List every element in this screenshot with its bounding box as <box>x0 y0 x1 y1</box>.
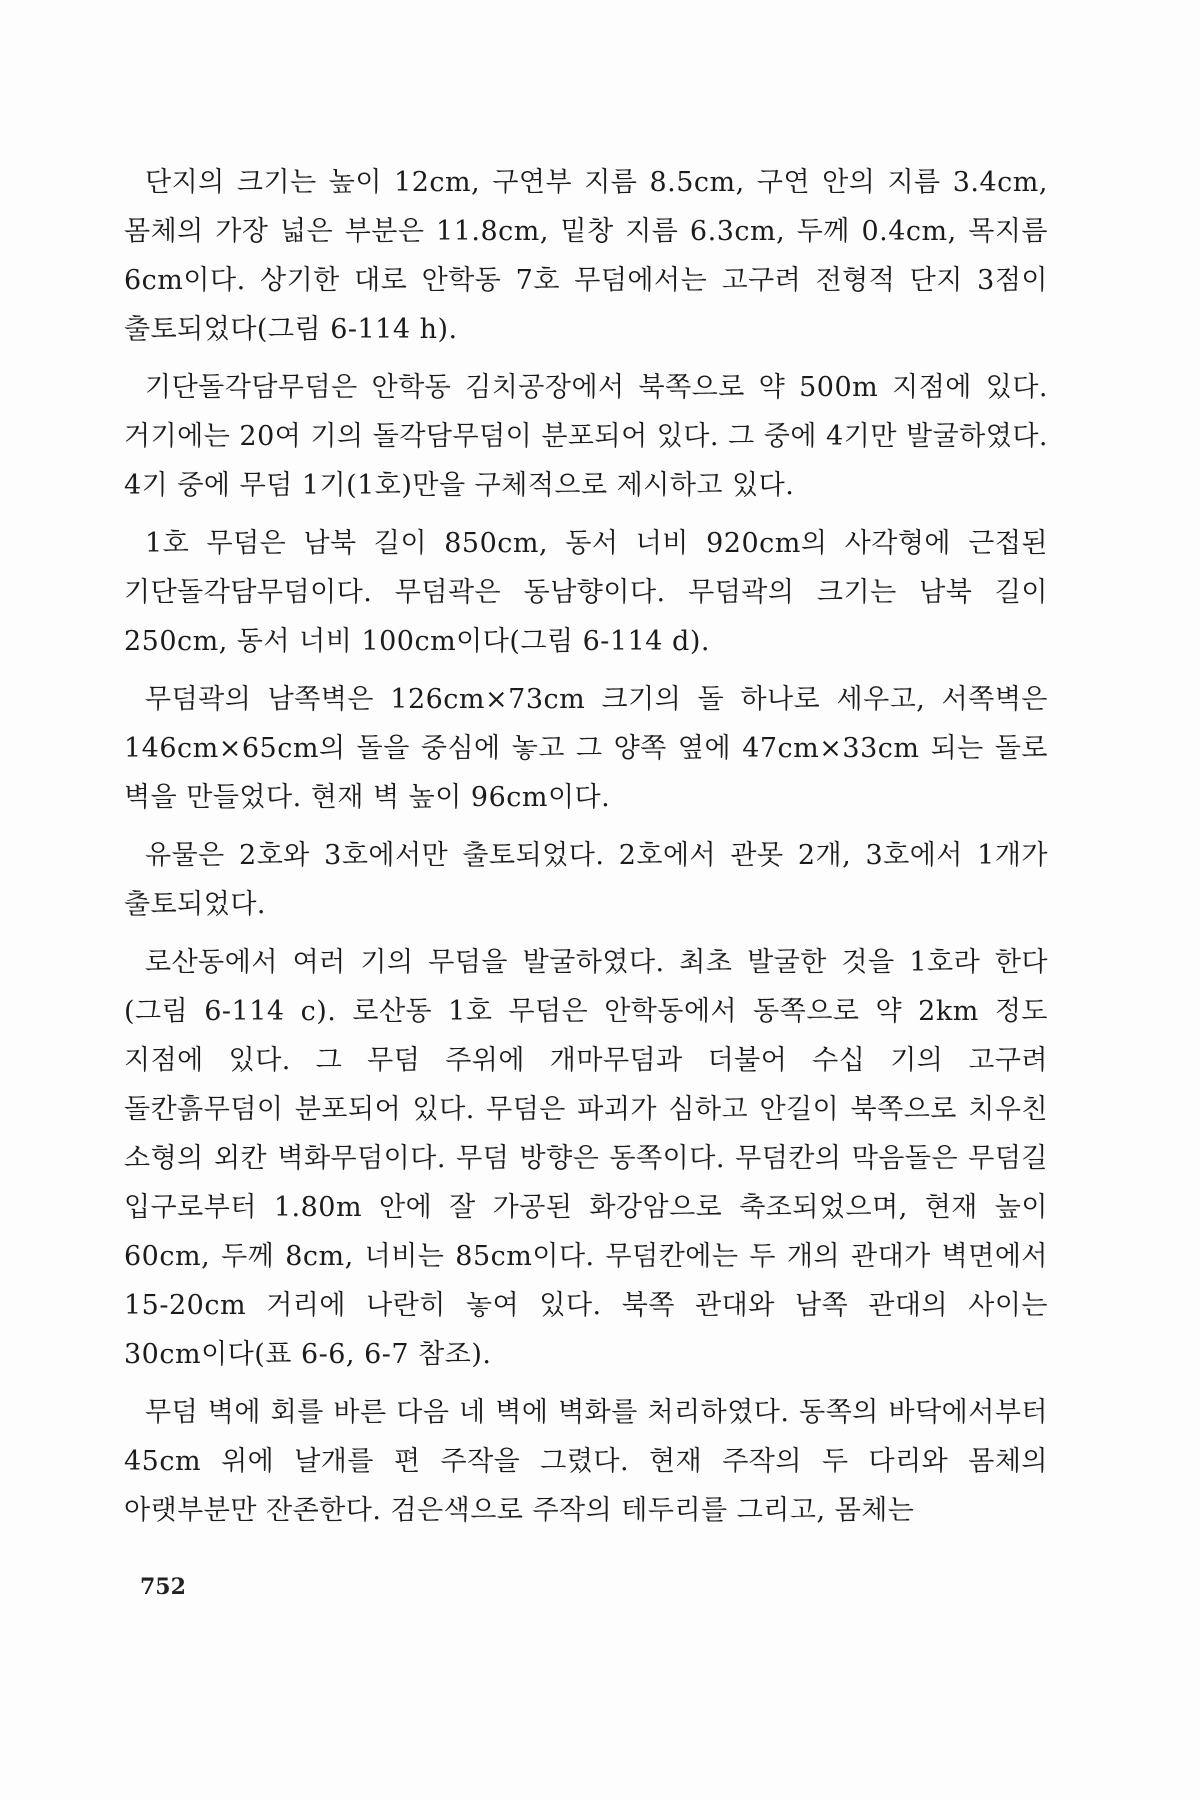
paragraph-4: 무덤곽의 남쪽벽은 126cm×73cm 크기의 돌 하나로 세우고, 서쪽벽은 146cm×65cm의 돌을 중심에 놓고 그 양쪽 옆에 47cm×33cm 되는 돌로 벽을 만들었다. 현재 벽 높이 96cm이다. <box>124 684 1048 813</box>
paragraph-6: 로산동에서 여러 기의 무덤을 발굴하였다. 최초 발굴한 것을 1호라 한다(그림 6-114 c). 로산동 1호 무덤은 안학동에서 동쪽으로 약 2km 정도 지점에 있다. 그 무덤 주위에 개마무덤과 더불어 수십 기의 고구려 돌칸흙무덤이 분포되어 있다. 무덤은 파괴가 심하고 안길이 북쪽으로 치우친 소형의 외칸 벽화무덤이다. 무덤 방향은 동쪽이다. 무덤칸의 막음돌은 무덤길 입구로부터 1.80m 안에 잘 가공된 화강암으로 축조되었으며, 현재 높이 60cm, 두께 8cm, 너비는 85cm이다. 무덤칸에는 두 개의 관대가 벽면에서 15-20cm 거리에 나란히 놓여 있다. 북쪽 관대와 남쪽 관대의 사이는 30cm이다(표 6-6, 6-7 참조). <box>124 947 1048 1370</box>
paragraph-7: 무덤 벽에 회를 바른 다음 네 벽에 벽화를 처리하였다. 동쪽의 바닥에서부터 45cm 위에 날개를 편 주작을 그렸다. 현재 주작의 두 다리와 몸체의 아랫부분만 잔존한다. 검은색으로 주작의 테두리를 그리고, 몸체는 <box>124 1397 1048 1526</box>
paragraph-5: 유물은 2호와 3호에서만 출토되었다. 2호에서 관못 2개, 3호에서 1개가 출토되었다. <box>124 840 1048 920</box>
body-text <box>124 158 1048 1544</box>
page-number: 752 <box>140 1574 186 1600</box>
paragraph-1: 단지의 크기는 높이 12cm, 구연부 지름 8.5cm, 구연 안의 지름 3.4cm, 몸체의 가장 넓은 부분은 11.8cm, 밑창 지름 6.3cm, 두께 0.4cm, 목지름 6cm이다. 상기한 대로 안학동 7호 무덤에서는 고구려 전형적 단지 3점이 출토되었다(그림 6-114 h). <box>124 167 1048 345</box>
paragraph-3: 1호 무덤은 남북 길이 850cm, 동서 너비 920cm의 사각형에 근접된 기단돌각담무덤이다. 무덤곽은 동남향이다. 무덤곽의 크기는 남북 길이 250cm, 동서 너비 100cm이다(그림 6-114 d). <box>124 528 1048 657</box>
paragraph-2: 기단돌각담무덤은 안학동 김치공장에서 북쪽으로 약 500m 지점에 있다. 거기에는 20여 기의 돌각담무덤이 분포되어 있다. 그 중에 4기만 발굴하였다. 4기 중에 무덤 1기(1호)만을 구체적으로 제시하고 있다. <box>124 372 1048 501</box>
